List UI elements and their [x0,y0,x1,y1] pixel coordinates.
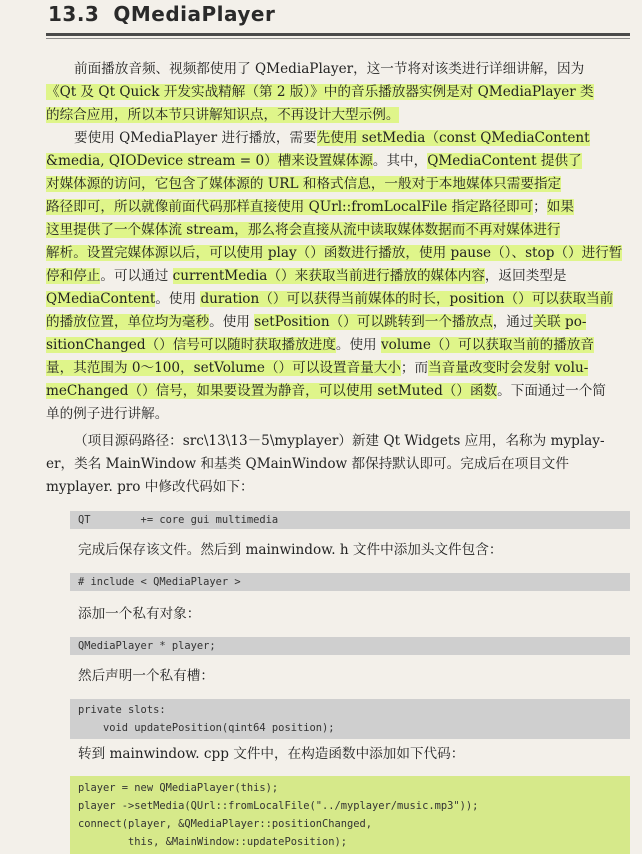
code-line: QT += core gui multimedia [78,514,279,526]
p1-line-3: 的综合应用，所以本节只讲解知识点，不再设计大型示例。 [46,107,400,123]
p2-l3: 对媒体源的访问，它包含了媒体源的 URL 和格式信息，一般对于本地媒体只需要指定 [46,176,562,192]
code-block-pro [70,511,630,529]
p2-l10a: sitionChanged（）信号可以随时获取播放进度 [46,337,336,353]
code-line: # include < QMediaPlayer > [78,576,241,588]
p2-l6b: 。设置完媒体源以后，可以使用 play（）函数进行播放，使用 pause（）、stop（）进行暂 [73,245,623,261]
section-number: 13.3 [48,2,100,26]
p2-l8c: duration（）可以获得当前媒体的时长，position（）可以获取当前 [200,291,614,307]
code-line: player = new QMediaPlayer(this); [78,782,279,794]
paragraph-3 [46,430,626,499]
paragraph-declare-slot: 然后声明一个私有槽： [78,668,214,684]
code-line: private slots: [78,704,166,716]
section-heading [48,2,275,26]
p1-line-1: 前面播放音频、视频都使用了 QMediaPlayer，这一节将对该类进行详细讲解，因为 [74,61,585,77]
p2-l5: 这里提供了一个媒体流 stream，那么将会直接从流中读取媒体数据而不再对媒体进行 [46,222,561,238]
section-title: QMediaPlayer [113,2,276,26]
paragraph-1 [46,58,626,127]
p3-l2: er，类名 MainWindow 和基类 QMainWindow 都保持默认即可。完成后在项目文件 [46,456,569,472]
code-line: QMediaPlayer * player; [78,640,216,652]
p2-l4a: 路径即可，所以就像前面代码那样直接使用 QUrl::fromLocalFile 指定路径即可 [46,199,534,215]
code-block-slot [70,699,630,739]
code-line: connect(player, &QMediaPlayer::positionChanged, [78,818,373,830]
heading-rule-thin [46,38,630,39]
p2-l1b: 先使用 setMedia（const QMediaContent [316,130,590,146]
code-line: player ->setMedia(QUrl::fromLocalFile("../myplayer/music.mp3")); [78,800,479,812]
code-block-constructor [70,776,630,854]
heading-rule [46,33,630,36]
p2-l12a: meChanged（）信号，如果要设置为静音，可以使用 setMuted（）函数 [46,383,498,399]
p2-l10c: volume（）可以获取当前的播放音 [380,337,594,353]
paragraph-save-file: 完成后保存该文件。然后到 mainwindow. h 文件中添加头文件包含： [78,542,503,558]
p1-line-2: 《Qt 及 Qt Quick 开发实战精解（第 2 版）》中的音乐播放器实例是对 QMediaPlayer 类 [46,84,594,100]
p2-l2a: &media, QIODevice stream = 0）槽来设置媒体源 [46,153,373,169]
p2-l10b: 。使用 [335,337,381,353]
p2-l1a: 要使用 QMediaPlayer 进行播放，需要 [74,130,317,146]
p2-l9e: 关联 po- [533,314,587,330]
p2-l13: 单的例子进行讲解。 [46,406,169,422]
p2-l6a: 解析 [46,245,74,261]
p2-l2b: 。其中， [372,153,428,169]
paragraph-2 [46,127,626,426]
p3-l1: （项目源码路径：src\13\13－5\myplayer）新建 Qt Widgets 应用，名称为 myplay- [74,433,605,449]
p2-l11c: 当音量改变时会发射 volu- [428,360,589,376]
p2-l11a: 量，其范围为 0～100，setVolume（）可以设置音量大小 [46,360,401,376]
p2-l7c: currentMedia（）来获取当前进行播放的媒体内容 [172,268,485,284]
code-block-player-member [70,637,630,655]
p2-l9a: 的播放位置，单位均为毫秒 [46,314,210,330]
code-line: this, &MainWindow::updatePosition); [78,836,347,848]
code-line: void updatePosition(qint64 position); [78,722,335,734]
p2-l8a: QMediaContent [46,291,156,307]
p3-l3: myplayer. pro 中修改代码如下： [46,479,254,495]
p2-l12b: 。下面通过一个简 [497,383,606,399]
p2-l7d: ，返回类型是 [484,268,567,284]
paragraph-add-private-object: 添加一个私有对象： [78,606,201,622]
p2-l4b: ； [533,199,547,215]
p2-l7b: 。可以通过 [100,268,173,284]
paragraph-constructor: 转到 mainwindow. cpp 文件中，在构造函数中添加如下代码： [78,746,465,762]
p2-l9b: 。使用 [209,314,255,330]
code-block-include [70,573,630,591]
p2-l9c: setPosition（）可以跳转到一个播放点 [254,314,493,330]
p2-l4c: 如果 [546,199,574,215]
p2-l7a: 停和停止 [46,268,101,284]
p2-l9d: ，通过 [492,314,534,330]
p2-l8b: 。使用 [155,291,201,307]
p2-l11b: ；而 [400,360,429,376]
p2-l2c: QMediaContent 提供了 [427,153,582,169]
